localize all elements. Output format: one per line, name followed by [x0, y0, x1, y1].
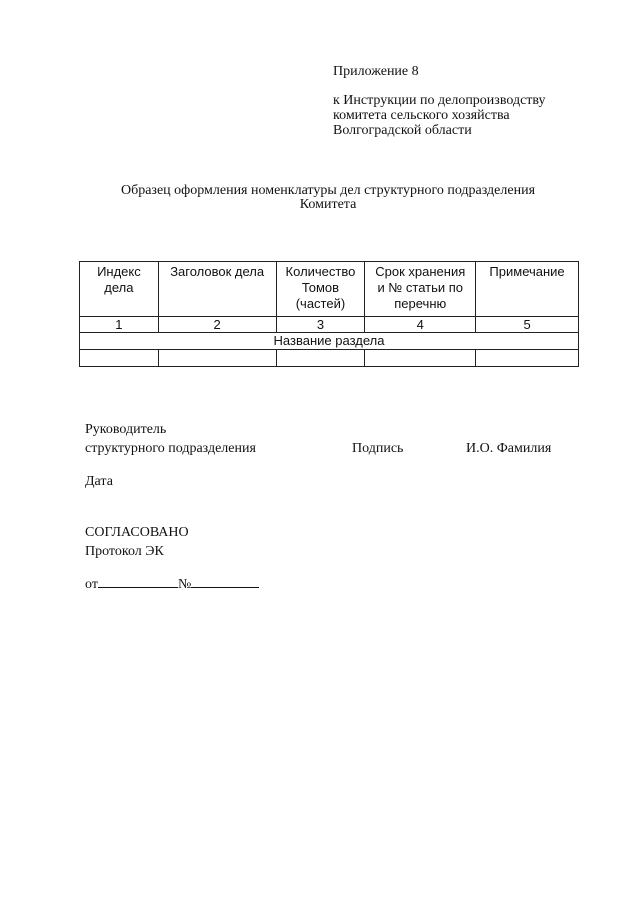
- signature-role-line-2: структурного подразделения: [85, 441, 256, 456]
- column-number-row: [80, 317, 579, 333]
- appendix-line-1: к Инструкции по делопроизводству: [333, 93, 546, 108]
- signature-name-label: И.О. Фамилия: [466, 441, 552, 456]
- protocol-label: Протокол ЭК: [85, 544, 164, 559]
- section-row: [80, 333, 579, 350]
- empty-cell: [276, 350, 365, 367]
- section-name: Название раздела: [80, 333, 579, 350]
- empty-cell: [476, 350, 579, 367]
- header-case-title: [158, 262, 276, 317]
- header-index: [80, 262, 159, 317]
- column-number: 3: [276, 317, 365, 333]
- document-title-line-2: Комитета: [299, 197, 357, 212]
- header-retention-line-1: Срок хранения: [375, 264, 466, 279]
- document-title-line-1: Образец оформления номенклатуры дел структурного подразделения: [120, 183, 536, 198]
- date-blank: [98, 575, 178, 588]
- table-header-row: [80, 262, 579, 317]
- document-title: [80, 184, 576, 212]
- column-number: 1: [80, 317, 159, 333]
- appendix-line-3: Волгоградской области: [333, 123, 472, 138]
- header-note-line-1: Примечание: [489, 264, 565, 279]
- header-index-line-2: дела: [104, 280, 134, 295]
- protocol-date-number-line: [85, 575, 259, 594]
- header-index-line-1: Индекс: [97, 264, 141, 279]
- header-retention-line-3: перечню: [394, 296, 447, 311]
- appendix-number: Приложение 8: [333, 64, 419, 79]
- number-label: №: [177, 577, 192, 592]
- nomenclature-table: [79, 261, 579, 367]
- header-volumes-line-3: (частей): [295, 296, 346, 311]
- approval-label: СОГЛАСОВАНО: [85, 525, 189, 540]
- header-retention-line-2: и № статьи по: [377, 280, 464, 295]
- empty-cell: [80, 350, 159, 367]
- empty-cell: [158, 350, 276, 367]
- header-volumes-line-2: Томов: [301, 280, 340, 295]
- signature-label: Подпись: [352, 441, 404, 456]
- approval-block: [85, 523, 189, 561]
- header-case-title-line-1: Заголовок дела: [170, 264, 265, 279]
- signature-role-line-1: Руководитель: [85, 422, 167, 437]
- from-label: от: [85, 577, 98, 592]
- header-note: [476, 262, 579, 317]
- number-blank: [191, 575, 259, 588]
- header-volumes: [276, 262, 365, 317]
- table-row: [80, 350, 579, 367]
- appendix-block: [333, 64, 546, 138]
- empty-cell: [365, 350, 476, 367]
- column-number: 4: [365, 317, 476, 333]
- column-number: 2: [158, 317, 276, 333]
- appendix-line-2: комитета сельского хозяйства: [333, 108, 510, 123]
- signature-role: [85, 420, 256, 458]
- date-label: Дата: [85, 474, 113, 489]
- header-retention: [365, 262, 476, 317]
- header-volumes-line-1: Количество: [285, 264, 356, 279]
- column-number: 5: [476, 317, 579, 333]
